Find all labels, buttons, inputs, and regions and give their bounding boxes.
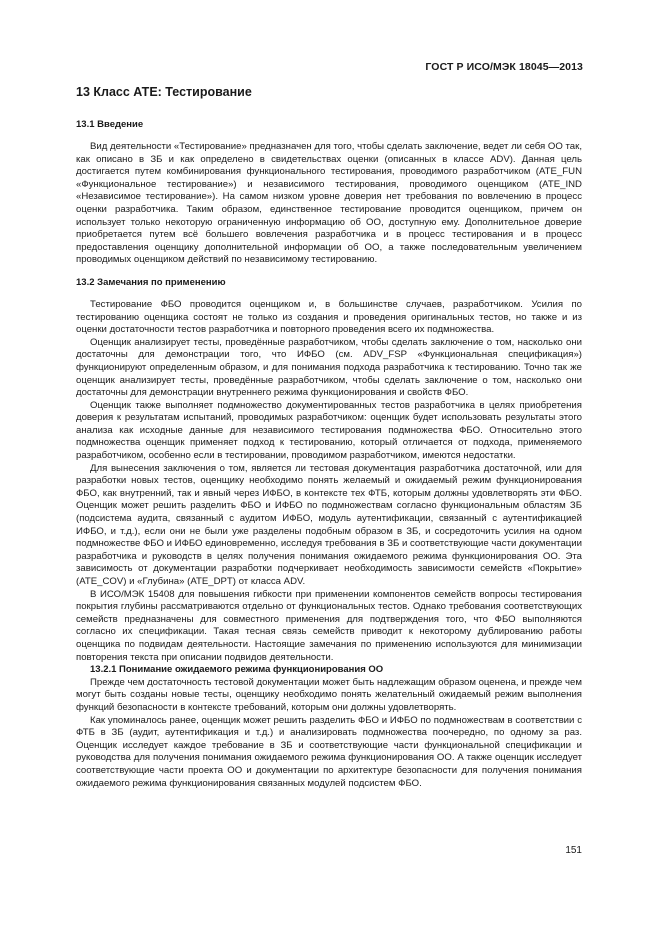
- paragraph: Прежде чем достаточность тестовой документации может быть надлежащим образом оценена, и прежде чем могут быть созданы новые тесты, оценщику необходимо понять желательный ожидаемый режим выполнения функций безопасности в контексте требований, которым они должны удовлетворять.: [76, 676, 582, 713]
- page-number: 151: [565, 845, 582, 856]
- subsection-title-application-notes: 13.2 Замечания по применению: [76, 276, 226, 288]
- paragraph: Для вынесения заключения о том, является ли тестовая документация разработчика достаточной, или для разработки новых тестов, оценщику необходимо понять желаемый и ожидаемый режим функционирования ФБО, как внутренний, так и явный через ИФБО, в контексте тех ФТБ, которым должны удовлетворять эти ФБО. Оценщик может решить разделить ФБО и ИФБО по подмножествам согласно функциональным областям ЗБ (подсистема аудита, связанный с аудитом ИФБО, модуль аутентификации, связанный с аутентификацией ИФБО, и т.д.), если они не были уже разделены подобным образом в ЗБ, и сосредоточить усилия на одном подмножестве ФБО и ИФБО единовременно, исследуя требования в ЗБ и соответствующие части документации разработчика и руководств в целях получения понимания ожидаемого режима функционирования ОО. Эта зависимость от документации разработки подчеркивает необходимость зависимости семейств «Покрытие» (ATE_COV) и «Глубина» (ATE_DPT) от класса ADV.: [76, 462, 582, 587]
- paragraph: В ИСО/МЭК 15408 для повышения гибкости при применении компонентов семейств вопросы тестирования покрытия глубины рассматриваются отдельно от функциональных тестов. Однако требования соответствующих семейств предназначены для совместного применения для подтверждения того, что ФБО выполняются согласно их спецификации. Такая тесная связь семейств приводит к некоторому дублированию работы оценщика по подвидам деятельности. Настоящие замечания по применению используются для минимизации повторения текста при описании подвидов деятельности.: [76, 588, 582, 663]
- standard-id-header: ГОСТ Р ИСО/МЭК 18045—2013: [425, 61, 583, 73]
- section-title: 13 Класс АТЕ: Тестирование: [76, 85, 252, 99]
- paragraph: Как упоминалось ранее, оценщик может решить разделить ФБО и ИФБО по подмножествам в соответствии с ФТБ в ЗБ (аудит, аутентификация и т.д.) и анализировать подмножества поочередно, по одному за раз. Оценщик исследует каждое требование в ЗБ и соответствующие части функциональной спецификации и руководства для получения понимания ожидаемого режима функционирования ОО. А также оценщик исследует соответствующие части проекта ОО и документации по архитектуре безопасности для получения понимания ожидаемого режима функционирования связанных модулей подсистем ФБО.: [76, 714, 582, 789]
- paragraph: Вид деятельности «Тестирование» предназначен для того, чтобы сделать заключение, ведет ли себя ОО так, как описано в ЗБ и как определено в свидетельствах оценки (описанных в классе ADV). Данная цель достигается путем комбинирования функционального тестирования, проводимого разработчиком (ATE_FUN «Функциональное тестирование») и независимого тестирования, проводимого оценщиком (ATE_IND «Независимое тестирование»). На самом низком уровне доверия нет требования по вовлечению в процесс оценки разработчика. Таким образом, единственное тестирование проводится оценщиком, причем он использует только некоторую ограниченную информацию об ОО, доступную ему. Дополнительное доверие приобретается путем всё большего вовлечения разработчика и в процесс тестирования и в процесс предоставления оценщику дополнительной информации об ОО, а также последовательным увеличением проводимых оценщиком действий по независимому тестированию.: [76, 141, 582, 266]
- subsection-title-introduction: 13.1 Введение: [76, 119, 144, 130]
- subsubsection-title-expected-behaviour: 13.2.1 Понимание ожидаемого режима функционирования ОО: [90, 664, 384, 676]
- paragraph: Оценщик также выполняет подмножество документированных тестов разработчика в целях приобретения доверия к результатам испытаний, проводимых разработчиком: оценщик будет использовать результаты этого анализа как исходные данные для независимого тестирования подмножества ФБО. Относительно этого подмножества оценщик применяет подход к тестированию, который отличается от подхода, применяемого разработчиком, особенно если в тестировании, проводимом разработчиком, имеются недостатки.: [76, 399, 582, 462]
- paragraph: Оценщик анализирует тесты, проведённые разработчиком, чтобы сделать заключение о том, насколько они достаточны для демонстрации того, что ИФБО (см. ADV_FSP «Функциональная спецификация») функционируют определенным образом, и для понимания подхода разработчика к тестированию. Точно так же оценщик анализирует тесты, проведённые разработчиком, чтобы сделать заключение о том, насколько они достаточны для демонстрации внутреннего режима функционирования и свойств ФБО.: [76, 336, 582, 399]
- paragraph: Тестирование ФБО проводится оценщиком и, в большинстве случаев, разработчиком. Усилия по тестированию оценщика состоят не только из создания и проведения оригинальных тестов, но также и из оценки достаточности тестов разработчика и повторного проведения всего их подмножества.: [76, 298, 582, 336]
- page-content: [76, 84, 582, 790]
